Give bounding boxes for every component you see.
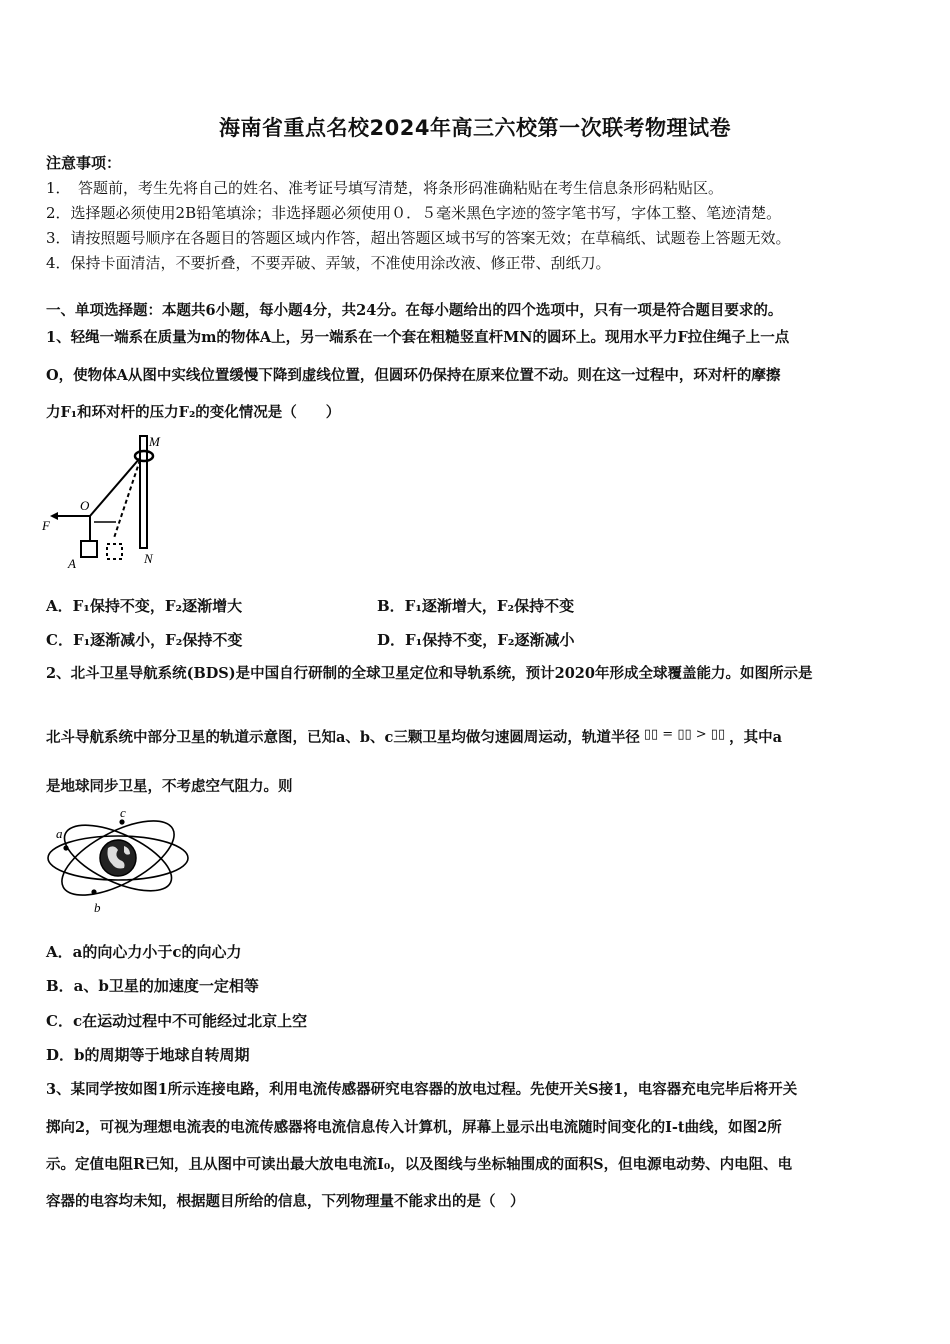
question-1-text: O，使物体A从图中实线位置缓慢下降到虚线位置，但圆环仍保持在原来位置不动。则在这一过程中，环对杆的摩擦 [46, 367, 781, 384]
question-1-figure [40, 430, 170, 570]
label-n: N [144, 551, 153, 566]
option-a[interactable]: A．F₁保持不变，F₂逐渐增大 [46, 597, 243, 615]
notice-item: 2．选择题必须使用2B铅笔填涂；非选择题必须使用０．５毫米黑色字迹的签字笔书写，字体工整、笔迹清楚。 [46, 204, 782, 222]
question-3-text: 示。定值电阻R已知，且从图中可读出最大放电电流I₀，以及图线与坐标轴围成的面积S，但电源电动势、内电阻、电 [46, 1156, 793, 1173]
label-o: O [80, 498, 90, 513]
notice-item: 3．请按照题号顺序在各题目的答题区域内作答，超出答题区域书写的答案无效；在草稿纸、试题卷上答题无效。 [46, 229, 791, 247]
label-m: M [149, 434, 160, 449]
question-2-text [46, 726, 782, 747]
option-b[interactable]: B．F₁逐渐增大，F₂保持不变 [377, 597, 575, 615]
rod-mn [140, 436, 147, 548]
question-3-text: 掷向2，可视为理想电流表的电流传感器将电流信息传入计算机，屏幕上显示出电流随时间变化的I-t曲线，如图2所 [46, 1119, 782, 1136]
block-solid [81, 541, 97, 557]
section-heading: 一、单项选择题：本题共6小题，每小题4分，共24分。在每小题给出的四个选项中，只有一项是符合题目要求的。 [46, 302, 783, 319]
label-f: F [42, 518, 50, 533]
question-2-text-part: 北斗导航系统中部分卫星的轨道示意图，已知a、b、c三颗卫星均做匀速圆周运动，轨道半径 [46, 729, 640, 746]
block-dashed [107, 544, 122, 559]
label-b: b [94, 900, 101, 915]
option-d[interactable]: D．F₁保持不变，F₂逐渐减小 [377, 631, 575, 649]
option-d[interactable]: D．b的周期等于地球自转周期 [46, 1046, 250, 1064]
question-1-text: 1、轻绳一端系在质量为m的物体A上，另一端系在一个套在粗糙竖直杆MN的圆环上。现用水平力F拉住绳子上一点 [46, 329, 790, 346]
question-2-text: 2、北斗卫星导航系统(BDS)是中国自行研制的全球卫星定位和导轨系统，预计2020年形成全球覆盖能力。如图所示是 [46, 665, 813, 682]
option-b[interactable]: B．a、b卫星的加速度一定相等 [46, 977, 259, 995]
notice-item: 4．保持卡面清洁，不要折叠，不要弄破、弄皱，不准使用涂改液、修正带、刮纸刀。 [46, 254, 611, 272]
exam-title: 海南省重点名校2024年高三六校第一次联考物理试卷 [219, 116, 731, 140]
satellite-a [63, 845, 68, 850]
force-arrow [50, 512, 58, 520]
earth-icon [100, 840, 136, 876]
question-2-text-part: ，其中a [729, 729, 783, 746]
question-2-figure [42, 808, 192, 918]
label-a: a [56, 826, 63, 841]
option-c[interactable]: C．c在运动过程中不可能经过北京上空 [46, 1012, 308, 1030]
notice-item: 1． 答题前，考生先将自己的姓名、准考证号填写清楚，将条形码准确粘贴在考生信息条形码粘贴区。 [46, 179, 724, 197]
question-3-text: 容器的电容均未知，根据题目所给的信息，下列物理量不能求出的是（ ） [46, 1193, 525, 1210]
satellite-b [91, 889, 96, 894]
notice-heading: 注意事项： [46, 154, 122, 172]
question-1-text: 力F₁和环对杆的压力F₂的变化情况是（ ） [46, 404, 341, 421]
rope-solid [90, 458, 140, 516]
orbit-radius-formula: ▯▯ = ▯▯ > ▯▯ [643, 727, 726, 742]
label-c: c [120, 808, 126, 820]
question-3-text: 3、某同学按如图1所示连接电路，利用电流传感器研究电容器的放电过程。先使开关S接1，电容器充电完毕后将开关 [46, 1081, 798, 1098]
question-2-text: 是地球同步卫星，不考虑空气阻力。则 [46, 778, 293, 795]
option-c[interactable]: C．F₁逐渐减小，F₂保持不变 [46, 631, 243, 649]
option-a[interactable]: A．a的向心力小于c的向心力 [46, 943, 242, 961]
label-a: A [68, 556, 76, 570]
satellite-c [119, 819, 124, 824]
